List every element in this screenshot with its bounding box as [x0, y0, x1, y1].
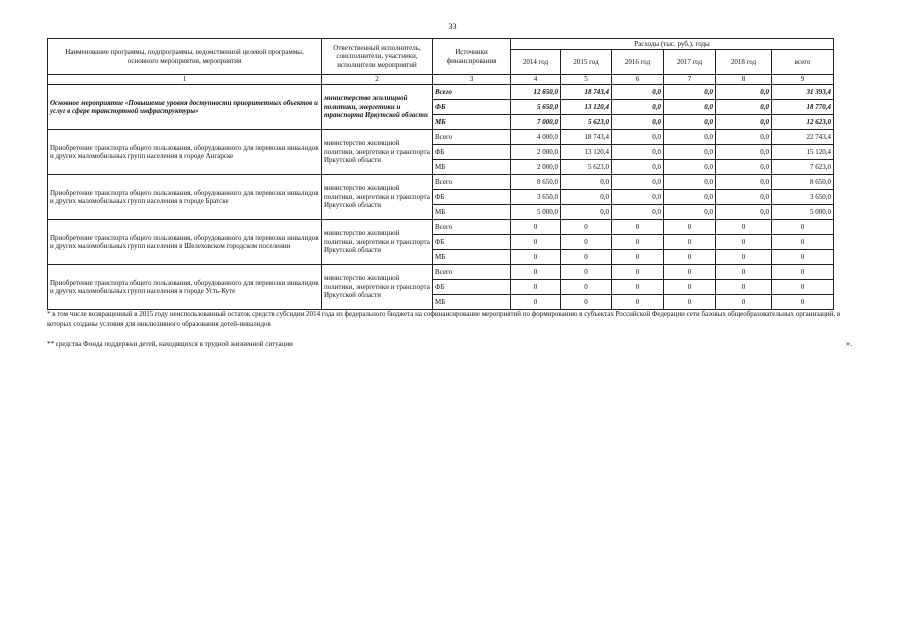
column-number: 7 — [664, 75, 716, 85]
header-year: 2017 год — [664, 50, 716, 75]
value-total: 8 650,0 — [772, 175, 834, 190]
value-year: 0,0 — [716, 145, 772, 160]
value-year: 0 — [612, 265, 664, 280]
funding-source: ФБ — [433, 100, 511, 115]
funding-source: МБ — [433, 160, 511, 175]
funding-source: Всего — [433, 175, 511, 190]
value-year: 5 623,0 — [561, 115, 612, 130]
value-year: 0 — [561, 250, 612, 265]
value-year: 0,0 — [561, 190, 612, 205]
funding-source: Всего — [433, 265, 511, 280]
value-total: 18 770,4 — [772, 100, 834, 115]
budget-table — [47, 38, 834, 310]
value-total: 31 393,4 — [772, 85, 834, 100]
value-total: 15 120,4 — [772, 145, 834, 160]
value-year: 0,0 — [664, 100, 716, 115]
table-row — [48, 265, 834, 280]
header-expenses: Расходы (тыс. руб.), годы — [511, 39, 834, 50]
value-year: 0,0 — [716, 160, 772, 175]
funding-source: ФБ — [433, 280, 511, 295]
value-year: 0 — [716, 250, 772, 265]
value-year: 0,0 — [612, 160, 664, 175]
value-year: 5 623,0 — [561, 160, 612, 175]
value-year: 0 — [511, 220, 561, 235]
value-year: 0,0 — [716, 130, 772, 145]
value-year: 2 000,0 — [511, 145, 561, 160]
funding-source: ФБ — [433, 190, 511, 205]
value-year: 0 — [716, 280, 772, 295]
value-year: 0,0 — [612, 145, 664, 160]
funding-source: МБ — [433, 250, 511, 265]
value-total: 7 623,0 — [772, 160, 834, 175]
header-executor: Ответственный исполнитель, соисполнители, участники, исполнители мероприятий — [322, 39, 433, 75]
value-year: 18 743,4 — [561, 130, 612, 145]
column-number: 1 — [48, 75, 322, 85]
value-year: 0 — [561, 235, 612, 250]
value-year: 0,0 — [716, 205, 772, 220]
value-year: 0 — [561, 280, 612, 295]
value-year: 0 — [612, 280, 664, 295]
value-year: 0 — [561, 265, 612, 280]
header-name: Наименование программы, подпрограммы, ведомственной целевой программы, основного мероприятия, мероприятия — [48, 39, 322, 75]
value-year: 0,0 — [716, 175, 772, 190]
value-year: 0 — [664, 220, 716, 235]
measure-name: Приобретение транспорта общего пользования, оборудованного для перевозки инвалидов и других маломобильных групп населения в Шелеховском городском поселении — [48, 220, 322, 265]
value-year: 0,0 — [561, 175, 612, 190]
funding-source: ФБ — [433, 235, 511, 250]
footnote-2: ** средства Фонда поддержки детей, находящихся в трудной жизненной ситуации — [47, 340, 293, 348]
value-year: 0,0 — [664, 160, 716, 175]
value-year: 0,0 — [664, 85, 716, 100]
value-total: 0 — [772, 280, 834, 295]
measure-name: Приобретение транспорта общего пользования, оборудованного для перевозки инвалидов и других маломобильных групп населения в городе Братске — [48, 175, 322, 220]
value-year: 12 650,0 — [511, 85, 561, 100]
value-total: 0 — [772, 295, 834, 310]
table-row — [48, 175, 834, 190]
value-year: 0,0 — [612, 190, 664, 205]
measure-name: Приобретение транспорта общего пользования, оборудованного для перевозки инвалидов и других маломобильных групп населения в городе Ангарске — [48, 130, 322, 175]
value-year: 0 — [511, 280, 561, 295]
value-year: 0,0 — [612, 85, 664, 100]
value-year: 0,0 — [664, 205, 716, 220]
value-total: 0 — [772, 235, 834, 250]
value-year: 0,0 — [716, 100, 772, 115]
executor: министерство жилищной политики, энергетики и транспорта Иркутской области — [322, 85, 433, 130]
column-numbers-row — [48, 75, 834, 85]
value-total: 0 — [772, 265, 834, 280]
header-year: 2016 год — [612, 50, 664, 75]
value-year: 0 — [612, 250, 664, 265]
header-year: 2018 год — [716, 50, 772, 75]
value-year: 0,0 — [612, 100, 664, 115]
funding-source: МБ — [433, 115, 511, 130]
value-year: 0,0 — [612, 175, 664, 190]
header-year: 2014 год — [511, 50, 561, 75]
value-year: 0 — [664, 265, 716, 280]
value-year: 5 650,0 — [511, 100, 561, 115]
value-year: 0,0 — [716, 115, 772, 130]
funding-source: МБ — [433, 295, 511, 310]
value-year: 0 — [664, 295, 716, 310]
value-year: 0 — [664, 235, 716, 250]
value-year: 0 — [716, 235, 772, 250]
header-total: всего — [772, 50, 834, 75]
value-year: 7 000,0 — [511, 115, 561, 130]
value-year: 0,0 — [612, 115, 664, 130]
measure-name: Основное мероприятие «Повышение уровня доступности приоритетных объектов и услуг в сфере транспортной инфраструктуры» — [48, 85, 322, 130]
funding-source: Всего — [433, 220, 511, 235]
executor: министерство жилищной политики, энергетики и транспорта Иркутской области — [322, 220, 433, 265]
column-number: 5 — [561, 75, 612, 85]
value-year: 0,0 — [664, 190, 716, 205]
value-year: 0,0 — [612, 205, 664, 220]
table-row — [48, 85, 834, 100]
value-year: 0 — [612, 220, 664, 235]
value-total: 0 — [772, 250, 834, 265]
value-year: 0,0 — [561, 205, 612, 220]
page-number: 33 — [448, 22, 457, 31]
value-year: 8 650,0 — [511, 175, 561, 190]
value-year: 0,0 — [664, 115, 716, 130]
measure-name: Приобретение транспорта общего пользования, оборудованного для перевозки инвалидов и других маломобильных групп населения в городе Усть-Куте — [48, 265, 322, 310]
value-year: 0 — [511, 265, 561, 280]
value-year: 5 000,0 — [511, 205, 561, 220]
value-year: 0,0 — [664, 145, 716, 160]
value-year: 0,0 — [664, 175, 716, 190]
value-year: 0 — [561, 295, 612, 310]
value-year: 0 — [511, 235, 561, 250]
value-year: 0 — [612, 295, 664, 310]
funding-source: ФБ — [433, 145, 511, 160]
executor: министерство жилищной политики, энергетики и транспорта Иркутской области — [322, 265, 433, 310]
value-year: 0 — [612, 235, 664, 250]
table-body — [48, 75, 834, 310]
footnote-1: * в том числе возвращенный в 2015 году неиспользованный остаток средств субсидии 2014 года из федерального бюджета на софинансирование мероприятий по формированию в субъектах Российской Федерации сети базовых общеобразовательных организаций, в которых созданы условия для инклюзивного образования детей-инвалидов — [47, 310, 841, 329]
value-total: 22 743,4 — [772, 130, 834, 145]
column-number: 3 — [433, 75, 511, 85]
value-total: 0 — [772, 220, 834, 235]
funding-source: МБ — [433, 205, 511, 220]
executor: министерство жилищной политики, энергетики и транспорта Иркутской области — [322, 175, 433, 220]
column-number: 9 — [772, 75, 834, 85]
value-year: 0,0 — [716, 85, 772, 100]
value-total: 3 650,0 — [772, 190, 834, 205]
header-year: 2015 год — [561, 50, 612, 75]
value-year: 0 — [511, 250, 561, 265]
value-year: 2 000,0 — [511, 160, 561, 175]
table-row — [48, 220, 834, 235]
value-year: 18 743,4 — [561, 85, 612, 100]
value-year: 0 — [511, 295, 561, 310]
value-year: 0 — [664, 280, 716, 295]
column-number: 4 — [511, 75, 561, 85]
value-year: 13 120,4 — [561, 145, 612, 160]
header-sources: Источники финансирования — [433, 39, 511, 75]
value-total: 5 000,0 — [772, 205, 834, 220]
funding-source: Всего — [433, 85, 511, 100]
column-number: 8 — [716, 75, 772, 85]
executor: министерство жилищной политики, энергетики и транспорта Иркутской области — [322, 130, 433, 175]
value-year: 13 120,4 — [561, 100, 612, 115]
closing-quote: ». — [846, 339, 852, 348]
value-year: 0,0 — [612, 130, 664, 145]
column-number: 6 — [612, 75, 664, 85]
value-year: 4 000,0 — [511, 130, 561, 145]
value-year: 0 — [664, 250, 716, 265]
value-year: 0 — [716, 220, 772, 235]
column-number: 2 — [322, 75, 433, 85]
value-year: 0 — [716, 295, 772, 310]
value-year: 3 650,0 — [511, 190, 561, 205]
value-year: 0,0 — [664, 130, 716, 145]
value-year: 0,0 — [716, 190, 772, 205]
table-row — [48, 130, 834, 145]
value-year: 0 — [716, 265, 772, 280]
funding-source: Всего — [433, 130, 511, 145]
value-total: 12 623,0 — [772, 115, 834, 130]
value-year: 0 — [561, 220, 612, 235]
